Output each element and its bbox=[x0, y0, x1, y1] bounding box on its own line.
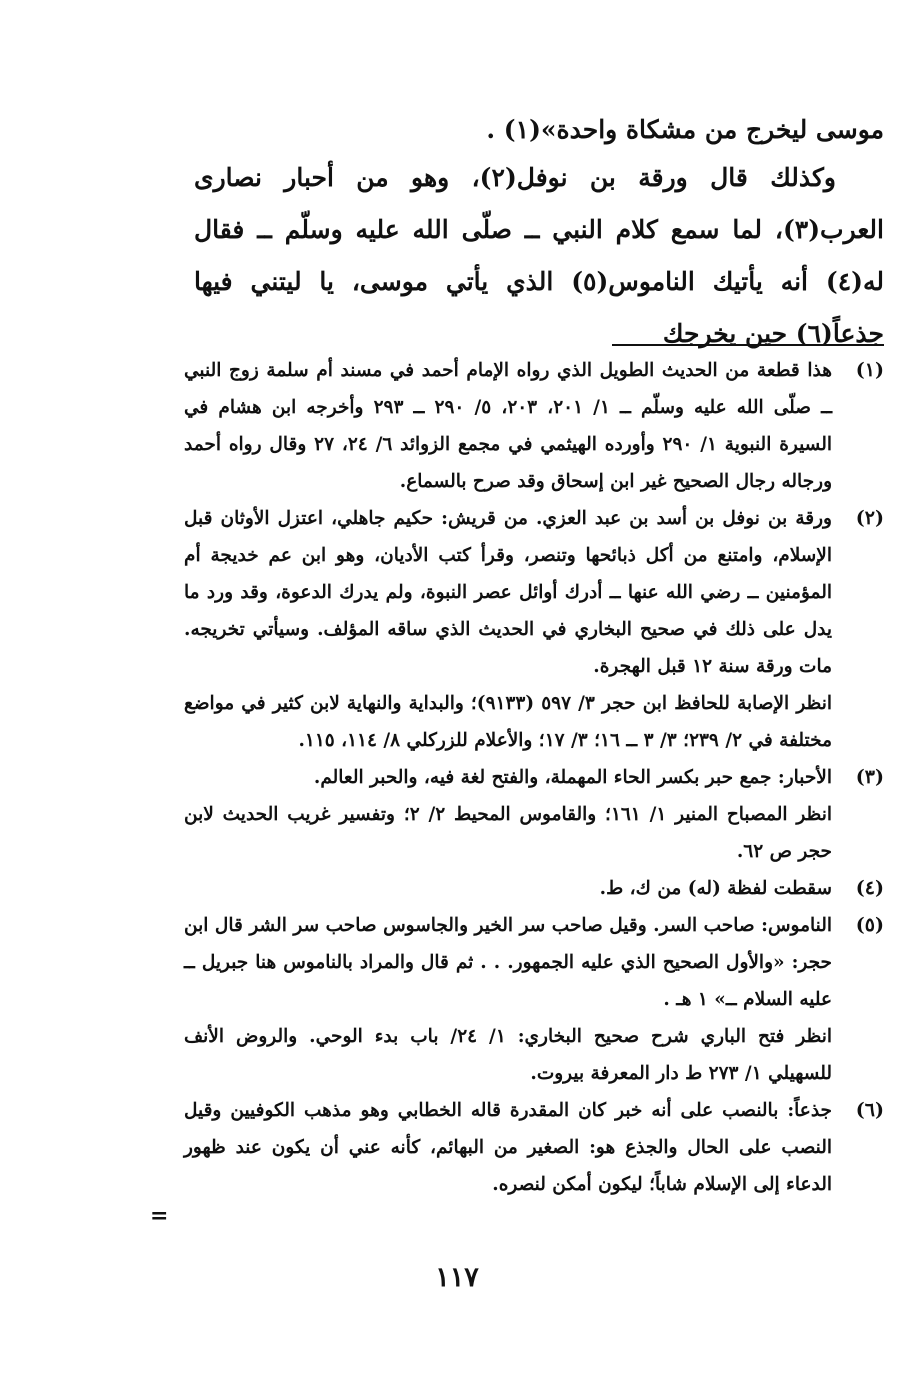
footnote-text: الأحبار: جمع حبر بكسر الحاء المهملة، والفتح لغة فيه، والحبر العالم. bbox=[313, 767, 832, 788]
footnote-text: جذعاً: بالنصب على أنه خبر كان المقدرة قاله الخطابي وهو مذهب الكوفيين وقيل النصب على الحال والجذع هو: الصغير من البهائم، كأنه عني أن يكون عند ظهور الدعاء إلى الإسلام شاباً؛ ليكون أمكن لنصره. bbox=[184, 1100, 833, 1195]
page-number: ١١٧ bbox=[435, 1262, 479, 1293]
main-paragraph-2: وكذلك قال ورقة بن نوفل(٢)، وهو من أحبار نصارى العرب(٣)، لما سمع كلام النبي ــ صلّى الله عليه وسلّم ــ فقال له(٤) أنه يأتيك الناموس(٥) الذي يأتي موسى، يا ليتني فيها جذعاً(٦) حين يخرجك bbox=[194, 163, 884, 348]
footnote-5 bbox=[184, 907, 884, 1092]
main-text bbox=[194, 108, 884, 360]
footnote-number: (٤) bbox=[855, 877, 884, 899]
footnote-3 bbox=[184, 759, 884, 870]
footnote-text: سقطت لفظة (له) من ك، ط. bbox=[599, 878, 832, 899]
footnote-6 bbox=[184, 1092, 884, 1203]
footnote-body bbox=[184, 870, 832, 907]
footnote-number: (٦) bbox=[855, 1099, 884, 1121]
footnote-number: (١) bbox=[855, 359, 884, 381]
footnote-2 bbox=[184, 500, 884, 759]
footnote-text: هذا قطعة من الحديث الطويل الذي رواه الإمام أحمد في مسند أم سلمة زوج النبي ــ صلّى الله عليه وسلّم ــ ١/ ٢٠١، ٢٠٣، ٥/ ٢٩٠ ــ ٢٩٣ وأخرجه ابن هشام في السيرة النبوية ١/ ٢٩٠ وأورده الهيثمي في مجمع الزوائد ٦/ ٢٤، ٢٧ وقال رواه أحمد ورجاله رجال الصحيح غير ابن إسحاق وقد صرح بالسماع. bbox=[184, 360, 832, 492]
footnote-text: ورقة بن نوفل بن أسد بن عبد العزي. من قريش: حكيم جاهلي، اعتزل الأوثان قبل الإسلام، وامتنع من أكل ذبائحها وتنصر، وقرأ كتب الأديان، وهو ابن عم خديجة أم المؤمنين ــ رضي الله عنها ــ أدرك أوائل عصر النبوة، ولم يدرك الدعوة، وقد ورد ما يدل على ذلك في صحيح البخاري في الحديث الذي ساقه المؤلف. وسيأتي تخريجه. مات ورقة سنة ١٢ قبل الهجرة. bbox=[184, 508, 832, 677]
continuation-mark: = bbox=[150, 1203, 169, 1229]
footnote-1 bbox=[184, 352, 884, 500]
footnote-number: (٢) bbox=[855, 507, 884, 529]
footnote-body bbox=[184, 907, 832, 1092]
footnote-divider bbox=[612, 344, 884, 346]
footnote-number: (٣) bbox=[855, 766, 884, 788]
footnote-reference: انظر الإصابة للحافظ ابن حجر ٣/ ٥٩٧ (٩١٣٣)؛ والبداية والنهاية لابن كثير في مواضع مختلفة في ٢/ ٢٣٩؛ ٣/ ٣ ــ ١٦؛ ٣/ ١٧؛ والأعلام للزركلي ٨/ ١١٤، ١١٥. bbox=[184, 693, 832, 751]
footnote-body bbox=[184, 500, 832, 759]
footnote-body bbox=[184, 759, 832, 870]
footnote-body bbox=[184, 352, 832, 500]
main-paragraph-1: موسى ليخرج من مشكاة واحدة»(١) . bbox=[486, 115, 884, 144]
footnotes bbox=[184, 352, 884, 1203]
footnote-text: الناموس: صاحب السر. وقيل صاحب سر الخير والجاسوس صاحب سر الشر قال ابن حجر: «والأول الصحيح الذي عليه الجمهور. . . ثم قال والمراد بالناموس هنا جبريل ــ عليه السلام ــ» ١ هـ . bbox=[184, 915, 832, 1010]
footnote-reference: انظر المصباح المنير ١/ ١٦١؛ والقاموس المحيط ٢/ ٢؛ وتفسير غريب الحديث لابن حجر ص ٦٢. bbox=[184, 804, 833, 862]
footnote-reference: انظر فتح الباري شرح صحيح البخاري: ١/ ٢٤/ باب بدء الوحي. والروض الأنف للسهيلي ١/ ٢٧٣ ط دار المعرفة بيروت. bbox=[184, 1026, 833, 1084]
footnote-number: (٥) bbox=[855, 914, 884, 936]
footnote-4 bbox=[184, 870, 884, 907]
footnote-body bbox=[184, 1092, 832, 1203]
